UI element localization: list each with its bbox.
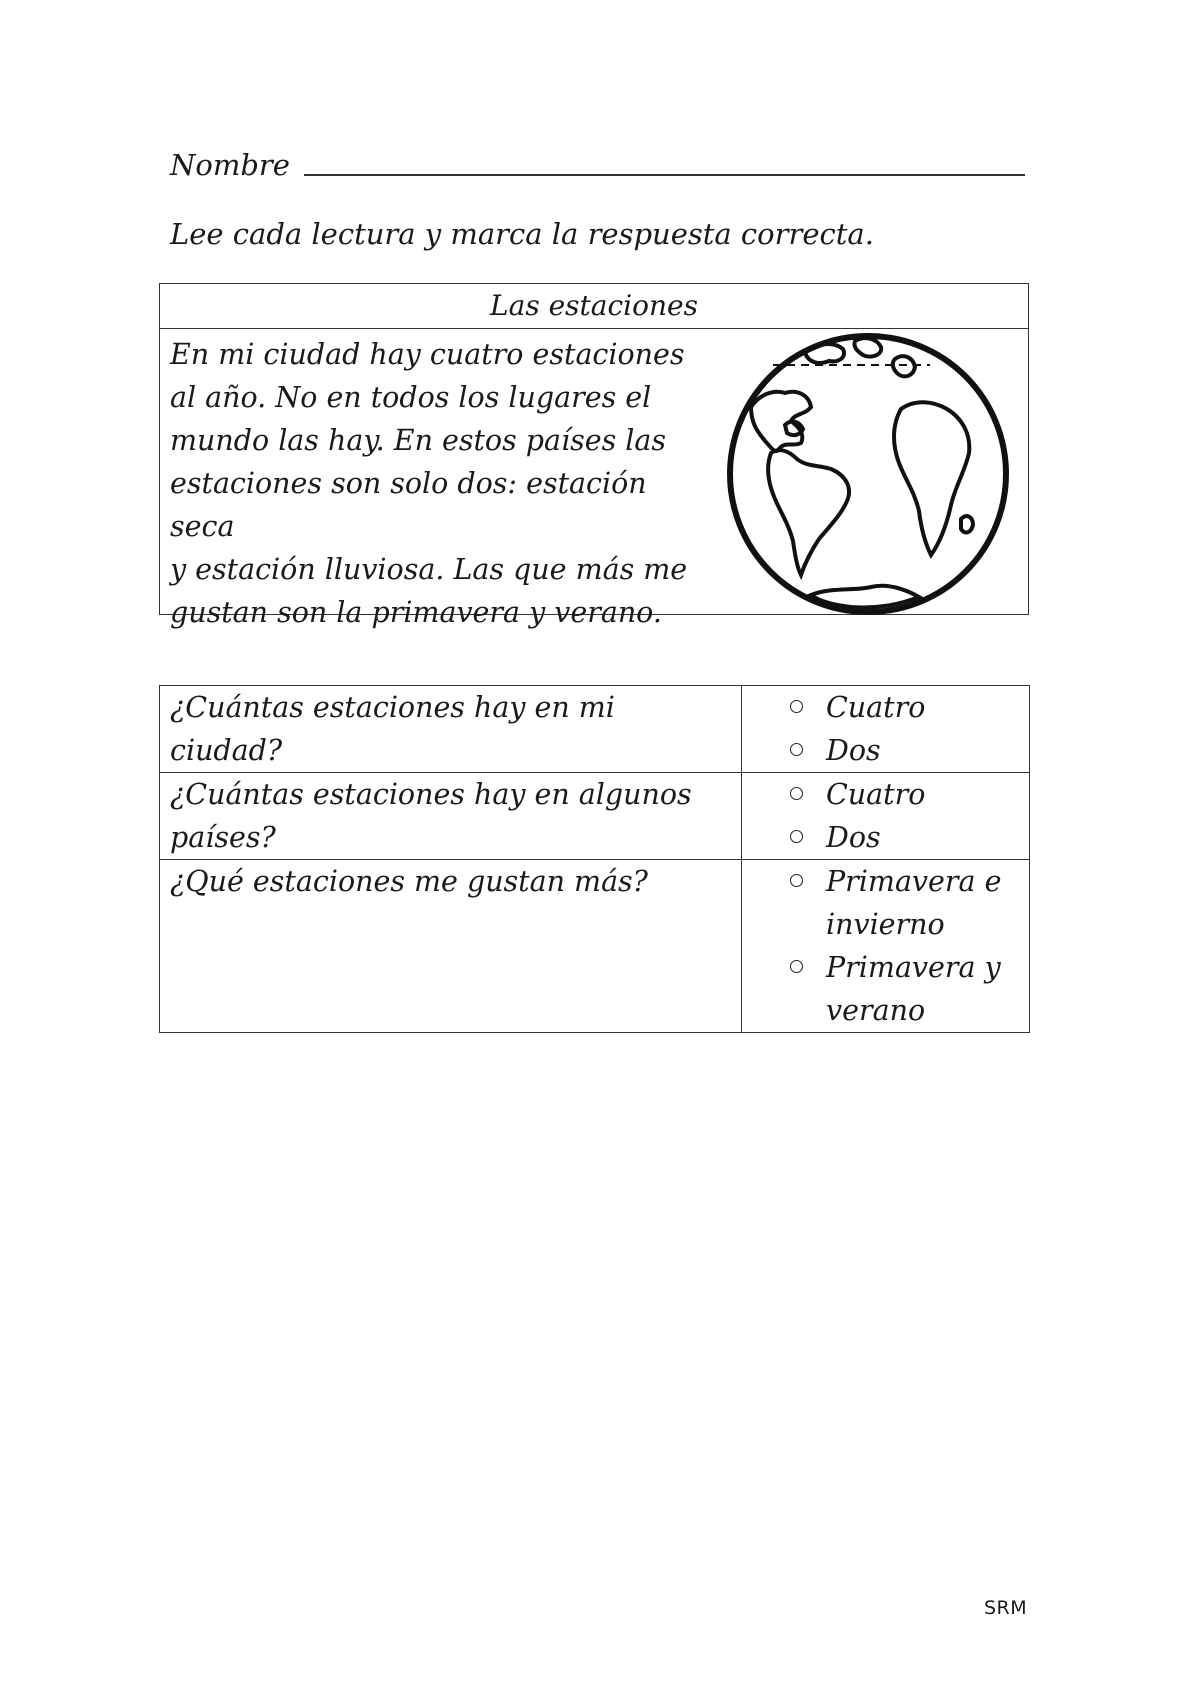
table-row: [160, 686, 1030, 773]
table-row: [160, 860, 1030, 1033]
options-list: [742, 773, 1029, 859]
table-row: [160, 773, 1030, 860]
reading-line: estaciones son solo dos: estación seca: [170, 467, 647, 543]
radio-circle-icon[interactable]: [790, 830, 803, 843]
question-cell: [160, 773, 742, 860]
option-item[interactable]: [790, 686, 1029, 729]
option-label: Cuatro: [826, 778, 926, 811]
options-cell: [742, 860, 1030, 1033]
question-cell: [160, 686, 742, 773]
questions-table: [159, 685, 1030, 1033]
name-row: [170, 142, 1025, 182]
reading-box: [159, 283, 1029, 629]
reading-line: y estación lluviosa. Las que más me: [170, 553, 688, 586]
options-cell: [742, 773, 1030, 860]
question-text: ¿Qué estaciones me gustan más?: [170, 865, 648, 898]
question-text: ¿Cuántas estaciones hay en algunos países?: [170, 778, 692, 854]
footer-initials: SRM: [984, 1597, 1028, 1619]
option-label: Dos: [826, 734, 881, 767]
instruction-text: Lee cada lectura y marca la respuesta correcta.: [170, 217, 874, 251]
option-item[interactable]: [790, 729, 1029, 772]
reading-body: [160, 329, 1028, 629]
option-item[interactable]: [790, 773, 1029, 816]
option-label: Primavera y verano: [826, 951, 1001, 1027]
question-text: ¿Cuántas estaciones hay en mi ciudad?: [170, 691, 615, 767]
reading-text: [170, 333, 715, 634]
option-label: Dos: [826, 821, 881, 854]
options-list: [742, 860, 1029, 1032]
earth-globe-icon: [715, 329, 1020, 615]
reading-line: En mi ciudad hay cuatro estaciones: [170, 338, 685, 371]
reading-line: gustan son la primavera y verano.: [170, 596, 662, 629]
name-field-line[interactable]: [304, 144, 1025, 176]
option-item[interactable]: [790, 816, 1029, 859]
radio-circle-icon[interactable]: [790, 743, 803, 756]
reading-line: mundo las hay. En estos países las: [170, 424, 667, 457]
name-label: Nombre: [170, 148, 290, 182]
option-item[interactable]: [790, 946, 1029, 1032]
reading-title: Las estaciones: [160, 284, 1028, 329]
radio-circle-icon[interactable]: [790, 960, 803, 973]
options-list: [742, 686, 1029, 772]
options-cell: [742, 686, 1030, 773]
reading-line: al año. No en todos los lugares el: [170, 381, 652, 414]
radio-circle-icon[interactable]: [790, 874, 803, 887]
option-label: Cuatro: [826, 691, 926, 724]
radio-circle-icon[interactable]: [790, 787, 803, 800]
option-item[interactable]: [790, 860, 1029, 946]
question-cell: [160, 860, 742, 1033]
option-label: Primavera e invierno: [826, 865, 1002, 941]
radio-circle-icon[interactable]: [790, 700, 803, 713]
